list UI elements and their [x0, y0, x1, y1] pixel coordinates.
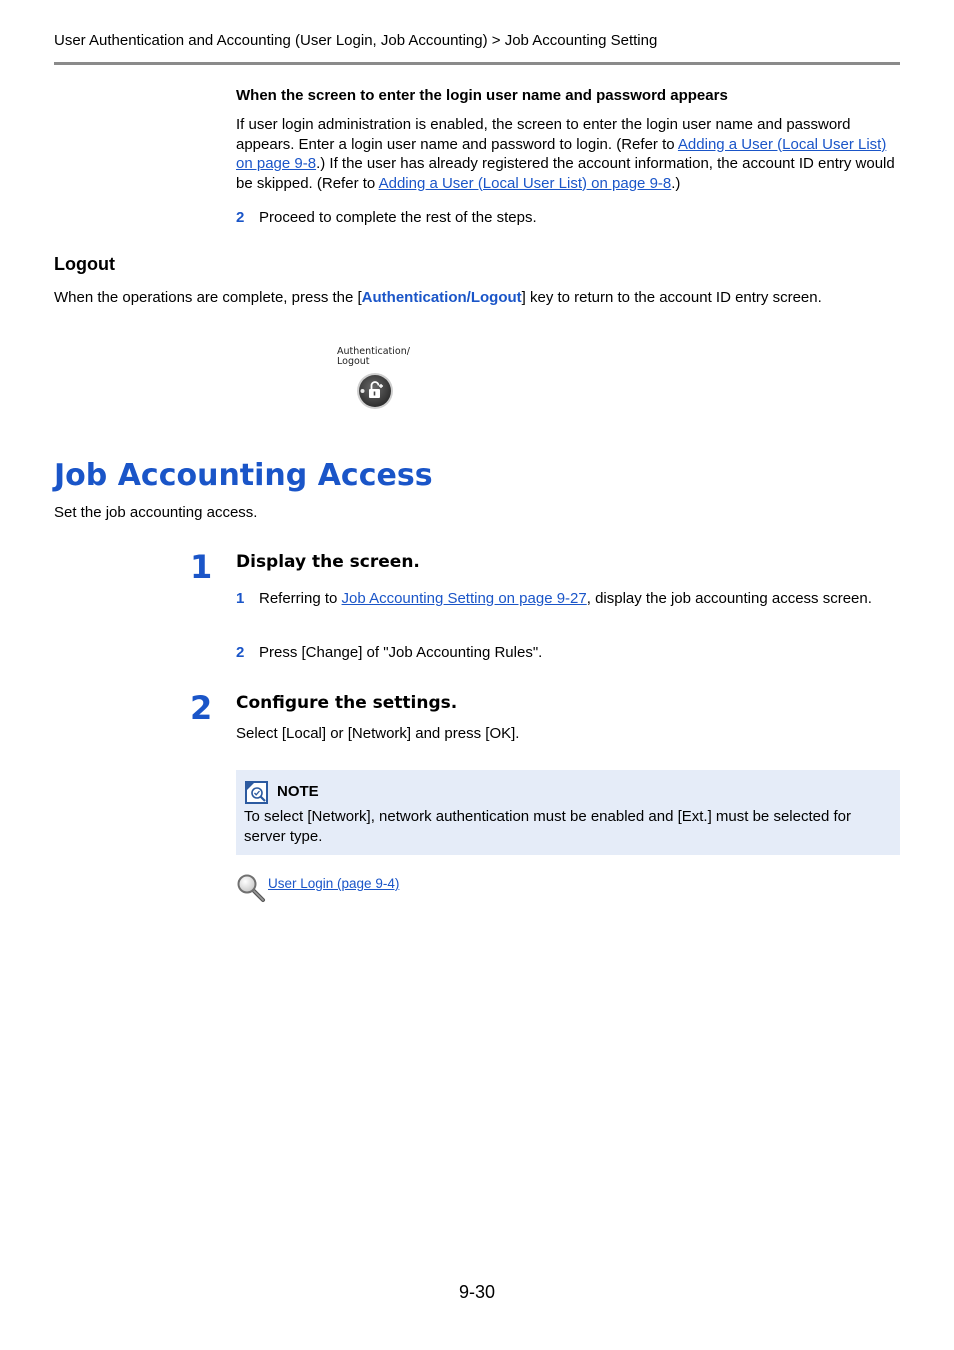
- magnifier-icon: [236, 873, 266, 903]
- header-rule: [54, 62, 900, 65]
- logout-heading: Logout: [54, 254, 115, 274]
- substep-text: [259, 589, 899, 609]
- link-user-login[interactable]: User Login (page 9-4): [268, 876, 400, 891]
- logout-text: [54, 288, 822, 308]
- logout-text-before: When the operations are complete, press the [: [54, 289, 362, 306]
- substep-text-after: , display the job accounting access screen.: [586, 590, 872, 607]
- key-label: [337, 347, 410, 367]
- step-2-text: Select [Local] or [Network] and press [OK].: [236, 725, 520, 742]
- note-title: NOTE: [277, 783, 319, 800]
- logout-text-after: ] key to return to the account ID entry screen.: [521, 289, 822, 306]
- login-paragraph-text-1: If user login administration is enabled, the screen to enter the login user name and password appears. Enter a login user name and password to login. (Refer to: [236, 116, 851, 153]
- step-1-substep-1: [236, 589, 900, 629]
- logout-key-name: Authentication/Logout: [361, 289, 522, 306]
- step-1-title: Display the screen.: [236, 552, 420, 572]
- key-label-line1: Authentication/: [337, 346, 410, 357]
- key-label-line2: Logout: [337, 356, 370, 367]
- step-1-substep-2: [236, 643, 900, 663]
- login-substep-2: [236, 208, 900, 228]
- substep-text: Press [Change] of "Job Accounting Rules".: [259, 644, 543, 661]
- section-subtitle: Set the job accounting access.: [54, 504, 258, 521]
- substep-number: 2: [236, 209, 245, 226]
- login-subheading: When the screen to enter the login user name and password appears: [236, 87, 728, 104]
- page-number: 9-30: [458, 1282, 496, 1302]
- substep-number: 1: [236, 590, 245, 607]
- step-2-number: 2: [190, 689, 213, 727]
- breadcrumb: User Authentication and Accounting (User Login, Job Accounting) > Job Accounting Setting: [54, 32, 658, 49]
- step-1-number: 1: [190, 548, 213, 586]
- note-icon: [245, 781, 268, 804]
- unlock-icon: [356, 372, 394, 410]
- link-job-accounting-setting[interactable]: Job Accounting Setting on page 9-27: [341, 590, 587, 607]
- step-2-title: Configure the settings.: [236, 693, 458, 713]
- section-title: Job Accounting Access: [54, 458, 433, 493]
- substep-text-before: Referring to: [259, 590, 342, 607]
- authentication-logout-key[interactable]: [356, 372, 394, 410]
- note-text: To select [Network], network authentication must be enabled and [Ext.] must be selected for server type.: [244, 808, 851, 845]
- link-adding-user-2[interactable]: Adding a User (Local User List) on page 9-8: [378, 174, 672, 192]
- link-adding-user-1[interactable]: Adding a User (Local User List) on page 9-8: [236, 135, 887, 172]
- substep-text: Proceed to complete the rest of the steps.: [259, 209, 537, 226]
- substep-number: 2: [236, 644, 245, 661]
- login-paragraph: [236, 115, 900, 193]
- login-paragraph-text-3: .): [671, 174, 681, 192]
- login-paragraph-text-2: .) If the user has already registered the account information, the account ID entry would be skipped. (Refer to: [236, 155, 895, 192]
